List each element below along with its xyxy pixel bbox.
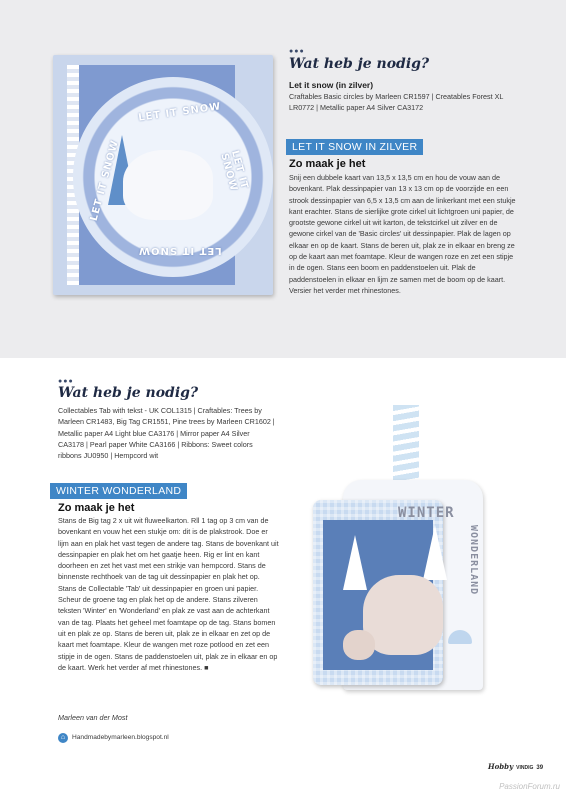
ring-text-right: LET IT SNOW bbox=[218, 149, 250, 193]
magazine-logo: Hobby bbox=[488, 762, 514, 771]
section2-howto-heading: Zo maak je het bbox=[58, 502, 135, 514]
ring-text-top: LET IT SNOW bbox=[137, 101, 222, 124]
section2-banner: WINTER WONDERLAND bbox=[50, 483, 187, 499]
section1-instructions: Snij een dubbele kaart van 13,5 x 13,5 cm en hou de vouw aan de bovenkant. Plak dessinpapier van 13 x 13 cm op de voorzijde en een strook dessinpapier van 6,5 x 13,5 cm aan de linkerkant met een stukje kant erachter. Stans de sierlijke grote cirkel uit lichtgroen uni papier, de grootste gewone cirkel uit wit karton, de tekstcirkel uit zilver en de gewone cirkel van de 'Basic circles' uit dessinpapier. Plak de lagen op elkaar en op de kaart. Stans de beren uit, plak ze in elkaar en breng ze op de kaart aan met foamtape. Kleur de wangen roze en zet een stipje in de ogen. Stans een boom en paddenstoelen uit. Plak de paddenstoelen in elkaar en lijm ze samen met de boom op de kaart. Versier het verder met rhinestones. bbox=[289, 173, 516, 295]
ring-text-bottom: LET IT SNOW bbox=[138, 245, 222, 256]
tree-shape bbox=[343, 535, 367, 590]
section1-materials: Craftables Basic circles by Marleen CR1597 | Creatables Forest XL LR0772 | Metallic paper A4 Silver CA3172 bbox=[289, 92, 504, 113]
website-url: Handmadebymarleen.blogspot.nl bbox=[72, 734, 169, 741]
home-icon: ⌂ bbox=[58, 733, 68, 743]
tree-shape bbox=[423, 525, 447, 580]
polar-bear-shape bbox=[363, 575, 443, 655]
section2-heading-script: Wat heb je nodig? bbox=[58, 385, 199, 401]
section1-subtitle: Let it snow (in zilver) bbox=[289, 80, 374, 90]
ring-text-left: LET IT SNOW bbox=[88, 138, 121, 223]
author-name: Marleen van der Most bbox=[58, 713, 128, 722]
decorative-dots: ●●● bbox=[58, 378, 74, 385]
section2-instructions: Stans de Big tag 2 x uit wit fluweelkarton. Rll 1 tag op 3 cm van de bovenkant en vouw het een stukje om: dit is de plakstrook. Doe er lijm aan en plak het vast tegen de andere tag. Stans de bovenkant uit dessinpapier en plak het om het gaatje heen. Rig er lint en kant doorheen en zet het vast met een strikje van hempcord. Stans de binnenste rechthoek van de tag uit dessinpapier en plak het op. Stans de Collectable 'Tab' uit dessinpapier en groen uni papier. Scheur de groene tag en plak het op de andere. Stans zilveren teksten 'Winter' en 'Wonderland' en plak ze vast aan de achterkant van de tag. Plaats het geheel met foamtape op de tag. Stans bomen uit en plak ze op. Stans de beren uit, plak ze in elkaar en zet op de kaart met foamtape. Kleur de wangen met roze potlood en zet een stipje in de ogen. Stans de paddenstoelen uit, plak ze in elkaar en op de kaart. Werk het verder af met rhinestones. ■ bbox=[58, 516, 279, 672]
tag-text-winter: WINTER bbox=[398, 505, 455, 521]
section1-heading-script: Wat heb je nodig? bbox=[289, 56, 430, 72]
decorative-dots: ●●● bbox=[289, 48, 305, 55]
polar-bear-shape bbox=[123, 150, 213, 220]
section1-banner: LET IT SNOW IN ZILVER bbox=[286, 139, 423, 155]
section2-materials: Collectables Tab with tekst - UK COL1315 | Craftables: Trees by Marleen CR1483, Big Tag CR1551, Pine trees by Marleen CR1602 | Metallic paper A4 Light blue CA3176 | Mirror paper A4 Silver CA3178 | Pearl paper White CA3166 | Ribbons: Sweet colors ribbons JU0950 | Hempcord wit bbox=[58, 406, 275, 461]
watermark: PassionForum.ru bbox=[499, 782, 560, 791]
magazine-section: VINDIG bbox=[516, 765, 534, 771]
section1-howto-heading: Zo maak je het bbox=[289, 158, 366, 170]
magazine-footer bbox=[488, 762, 543, 771]
winter-wonderland-tag-image bbox=[313, 405, 489, 705]
website-link[interactable] bbox=[58, 732, 169, 743]
tag-text-wonderland: WONDERLAND bbox=[468, 525, 479, 596]
let-it-snow-card-image bbox=[53, 55, 273, 295]
page-number: 39 bbox=[536, 765, 544, 771]
bear-cub-shape bbox=[343, 630, 375, 660]
